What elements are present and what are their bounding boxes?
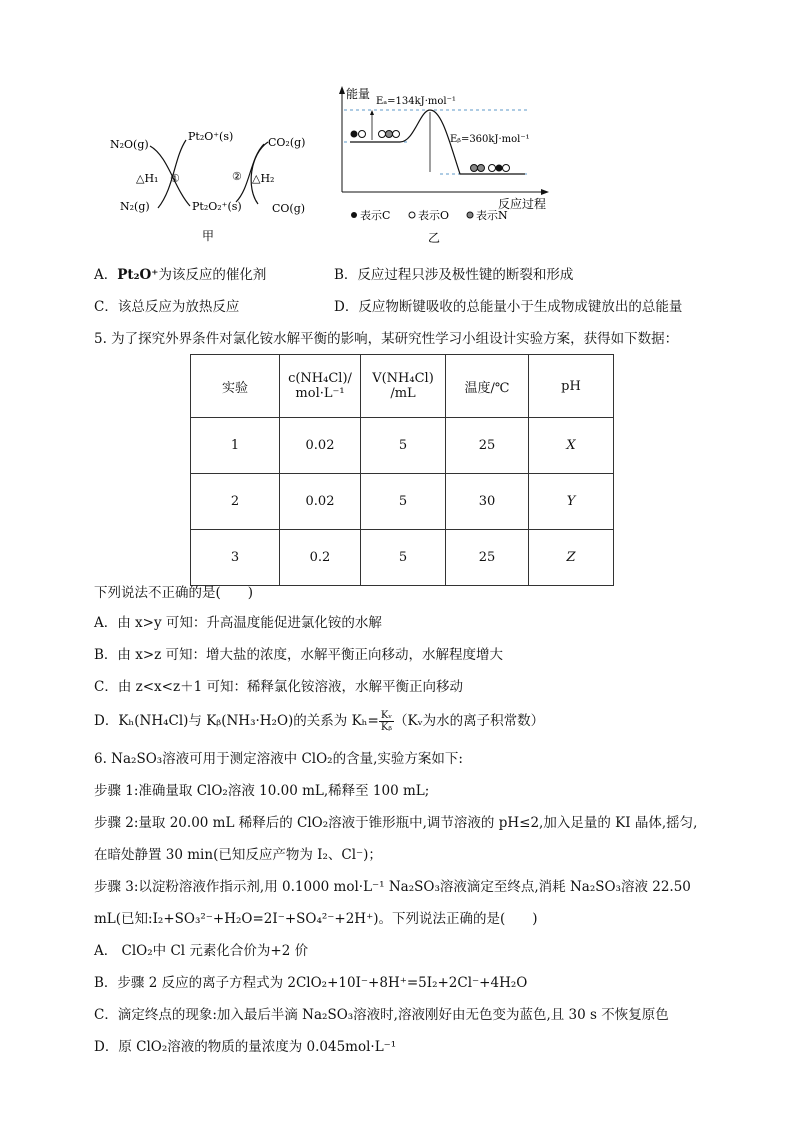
label-co: CO(g) [272,202,306,215]
q4-option-d: D．反应物断键吸收的总能量小于生成物成键放出的总能量 [334,299,683,315]
header-volume [361,355,446,418]
caption-jia: 甲 [202,229,215,243]
q5-ask: 下列说法不正确的是( ) [94,585,254,601]
cell-volume: 5 [361,474,446,530]
table-row [191,530,614,586]
label-ea: Eₐ=134kJ·mol⁻¹ [376,96,456,107]
cell-concentration: 0.2 [280,530,361,586]
caption-yi: 乙 [428,231,441,245]
cell-ph: Z [529,530,614,586]
q5-option-c: C．由 z<x<z＋1 可知：稀释氯化铵溶液，水解平衡正向移动 [94,679,463,695]
legend-o: 表示O [418,209,450,222]
cell-temperature: 25 [446,418,529,474]
q6-step3-line2: mL(已知:I₂+SO₃²⁻+H₂O=2I⁻+SO₄²⁻+2H⁺)。下列说法正确的是( ) [94,911,538,927]
q4-option-a-text: 为该反应的催化剂 [158,267,267,283]
header-concentration [280,355,361,418]
q6-stem: 6. Na₂SO₃溶液可用于测定溶液中 ClO₂的含量,实验方案如下: [94,751,463,767]
q6-step2-line1: 步骤 2:量取 20.00 mL 稀释后的 ClO₂溶液于锥形瓶中,调节溶液的 pH≤2,加入足量的 KI 晶体,摇匀, [94,815,698,831]
legend-c: 表示C [360,209,391,222]
label-co2: CO₂(g) [268,136,306,149]
cell-concentration: 0.02 [280,418,361,474]
table-row [191,418,614,474]
q6-option-c: C．滴定终点的现象:加入最后半滴 Na₂SO₃溶液时,溶液刚好由无色变为蓝色,且 30 s 不恢复原色 [94,1007,669,1023]
kw-over-kb-fraction [379,710,394,733]
header-concentration-line2: mol·L⁻¹ [295,386,345,401]
label-pt2o-plus: Pt₂O⁺(s) [188,130,234,143]
fraction-numerator: Kᵥ [380,710,393,721]
q4-option-a: A．Pt₂O⁺为该反应的催化剂 [94,267,267,283]
q6-step3-line1: 步骤 3:以淀粉溶液作指示剂,用 0.1000 mol·L⁻¹ Na₂SO₃溶液滴定至终点,消耗 Na₂SO₃溶液 22.50 [94,879,691,895]
q5-table [190,354,614,586]
q6-step1: 步骤 1:准确量取 ClO₂溶液 10.00 mL,稀释至 100 mL; [94,783,430,799]
header-volume-line2: /mL [390,386,416,401]
label-dh2: △H₂ [252,172,275,185]
label-step1: ① [170,172,180,185]
cell-experiment: 1 [191,418,280,474]
header-experiment: 实验 [191,355,280,418]
cell-concentration: 0.02 [280,474,361,530]
header-ph: pH [529,355,614,418]
header-concentration-line1: c(NH₄Cl)/ [288,371,352,386]
q5-stem: 5. 为了探究外界条件对氯化铵水解平衡的影响，某研究性学习小组设计实验方案，获得如下数据： [94,331,679,347]
fraction-denominator: Kᵦ [380,722,392,733]
cell-experiment: 3 [191,530,280,586]
label-dh1: △H₁ [136,172,159,185]
legend-n: 表示N [476,209,508,222]
q5-option-d [94,710,544,733]
q6-option-d: D．原 ClO₂溶液的物质的量浓度为 0.045mol·L⁻¹ [94,1039,397,1055]
figure-jia [100,118,320,248]
q5-option-d-pre: D．Kₕ(NH₄Cl)与 Kᵦ(NH₃·H₂O)的关系为 Kₕ= [94,713,379,729]
label-eb: Eᵦ=360kJ·mol⁻¹ [450,134,530,145]
table-row [191,474,614,530]
q4-option-b: B．反应过程只涉及极性键的断裂和形成 [334,267,574,283]
q6-option-b: B．步骤 2 反应的离子方程式为 2ClO₂+10I⁻+8H⁺=5I₂+2Cl⁻+4H₂O [94,975,528,991]
label-step2: ② [232,170,242,183]
label-pt2o2-plus: Pt₂O₂⁺(s) [192,200,242,213]
cell-experiment: 2 [191,474,280,530]
q5-option-a: A．由 x>y 可知：升高温度能促进氯化铵的水解 [94,615,382,631]
q6-step2-line2: 在暗处静置 30 min(已知反应产物为 I₂、Cl⁻)； [94,847,382,863]
cell-temperature: 30 [446,474,529,530]
cell-volume: 5 [361,530,446,586]
cell-volume: 5 [361,418,446,474]
cell-ph: Y [529,474,614,530]
table-header-row [191,355,614,418]
axis-x-label: 反应过程 [498,197,547,211]
q4-option-c: C．该总反应为放热反应 [94,299,240,315]
label-n2o: N₂O(g) [110,138,149,151]
q6-option-a: A． ClO₂中 Cl 元素化合价为+2 价 [94,943,309,959]
cell-temperature: 25 [446,530,529,586]
figure-yi [330,84,560,248]
label-n2: N₂(g) [120,200,150,213]
header-volume-line1: V(NH₄Cl) [372,371,434,386]
q5-option-b: B．由 x>z 可知：增大盐的浓度，水解平衡正向移动，水解程度增大 [94,647,504,663]
header-temperature: 温度/℃ [446,355,529,418]
q5-option-d-post: （Kᵥ为水的离子积常数） [394,713,545,729]
axis-y-label: 能量 [346,87,371,101]
q4-option-a-catalyst: Pt₂O⁺ [117,267,159,283]
cell-ph: X [529,418,614,474]
